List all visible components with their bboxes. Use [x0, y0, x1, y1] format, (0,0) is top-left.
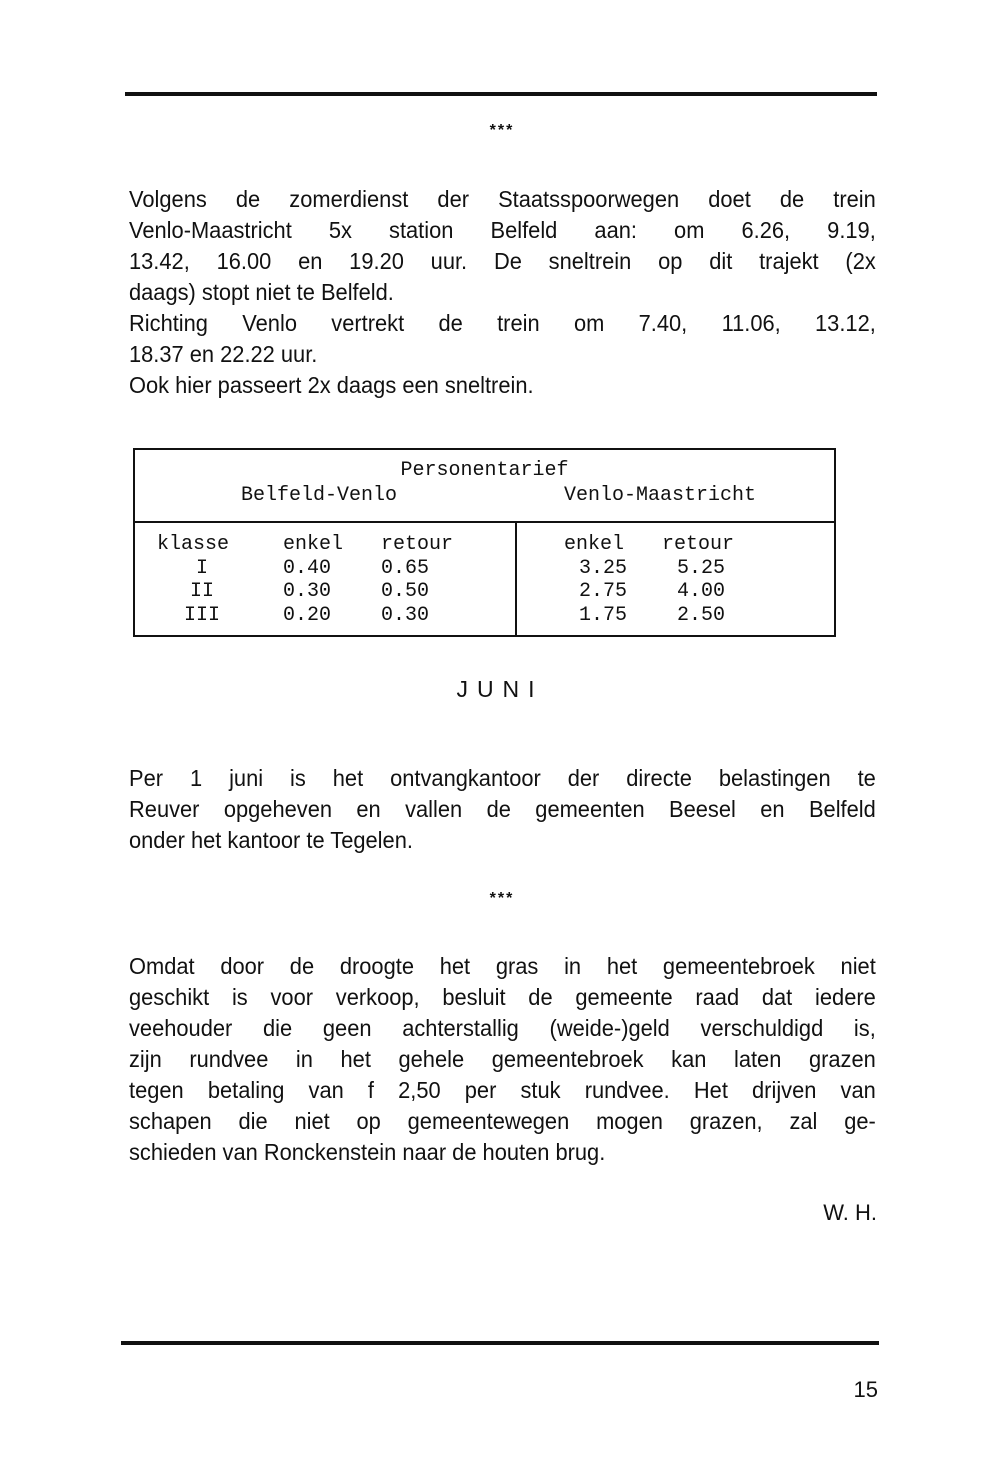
text-line: Richting Venlo vertrekt de trein om 7.40, 11.06, 13.12,: [129, 310, 876, 336]
column-header-enkel: enkel: [283, 533, 344, 556]
fare-cell: 0.20: [283, 604, 332, 627]
text-line: Ook hier passeert 2x daags een sneltrein.: [129, 372, 534, 398]
route-venlo-maastricht: Venlo-Maastricht: [564, 484, 757, 507]
bottom-rule: [121, 1341, 879, 1345]
fare-cell: 0.30: [381, 604, 430, 627]
text-line: schieden van Ronckenstein naar de houten brug.: [129, 1139, 606, 1165]
fare-cell: 5.25: [677, 557, 726, 580]
fare-cell: 0.40: [283, 557, 332, 580]
grazing-paragraph: [129, 951, 876, 1168]
fare-cell: 4.00: [677, 580, 726, 603]
column-header-retour: retour: [662, 533, 735, 556]
text-line: Reuver opgeheven en vallen de gemeenten Beesel en Belfeld: [129, 796, 876, 822]
train-schedule-paragraph: [129, 184, 876, 401]
fare-table-title: Personentarief: [400, 459, 569, 482]
text-line: schapen die niet op gemeentewegen mogen grazen, zal ge-: [129, 1108, 876, 1134]
column-divider: [515, 523, 517, 635]
text-line: veehouder die geen achterstallig (weide-)geld verschuldigd is,: [129, 1015, 876, 1041]
text-line: Venlo-Maastricht 5x station Belfeld aan: om 6.26, 9.19,: [129, 217, 876, 243]
column-header-klasse: klasse: [157, 533, 230, 556]
fare-cell: 2.75: [579, 580, 628, 603]
fare-cell: 2.50: [677, 604, 726, 627]
fare-table: [133, 448, 836, 637]
juni-paragraph: [129, 763, 876, 856]
fare-cell: 0.65: [381, 557, 430, 580]
fare-table-header: [135, 450, 834, 523]
text-line: geschikt is voor verkoop, besluit de gemeente raad dat iedere: [129, 984, 876, 1010]
top-rule: [125, 92, 877, 96]
text-line: zijn rundvee in het gehele gemeentebroek kan laten grazen: [129, 1046, 876, 1072]
text-line: Per 1 juni is het ontvangkantoor der directe belastingen te: [129, 765, 876, 791]
klasse-cell: III: [183, 604, 220, 627]
route-belfeld-venlo: Belfeld-Venlo: [241, 484, 398, 507]
fare-table-body: [135, 523, 834, 635]
column-header-enkel: enkel: [564, 533, 625, 556]
text-line: 13.42, 16.00 en 19.20 uur. De sneltrein op dit trajekt (2x: [129, 248, 876, 274]
fare-cell: 0.50: [381, 580, 430, 603]
section-heading-juni: JUNI: [456, 676, 544, 702]
fare-cell: 0.30: [283, 580, 332, 603]
text-line: Volgens de zomerdienst der Staatsspoorwegen doet de trein: [129, 186, 876, 212]
column-header-retour: retour: [381, 533, 454, 556]
section-separator: ***: [489, 890, 515, 907]
klasse-cell: II: [189, 580, 214, 603]
fare-cell: 3.25: [579, 557, 628, 580]
page-number: 15: [853, 1377, 878, 1402]
text-line: Omdat door de droogte het gras in het gemeentebroek niet: [129, 953, 876, 979]
text-line: daags) stopt niet te Belfeld.: [129, 279, 394, 305]
klasse-cell: I: [195, 557, 208, 580]
author-signature: W. H.: [823, 1200, 877, 1225]
text-line: 18.37 en 22.22 uur.: [129, 341, 318, 367]
fare-cell: 1.75: [579, 604, 628, 627]
section-separator: ***: [489, 122, 515, 139]
text-line: tegen betaling van f 2,50 per stuk rundvee. Het drijven van: [129, 1077, 876, 1103]
text-line: onder het kantoor te Tegelen.: [129, 827, 413, 853]
